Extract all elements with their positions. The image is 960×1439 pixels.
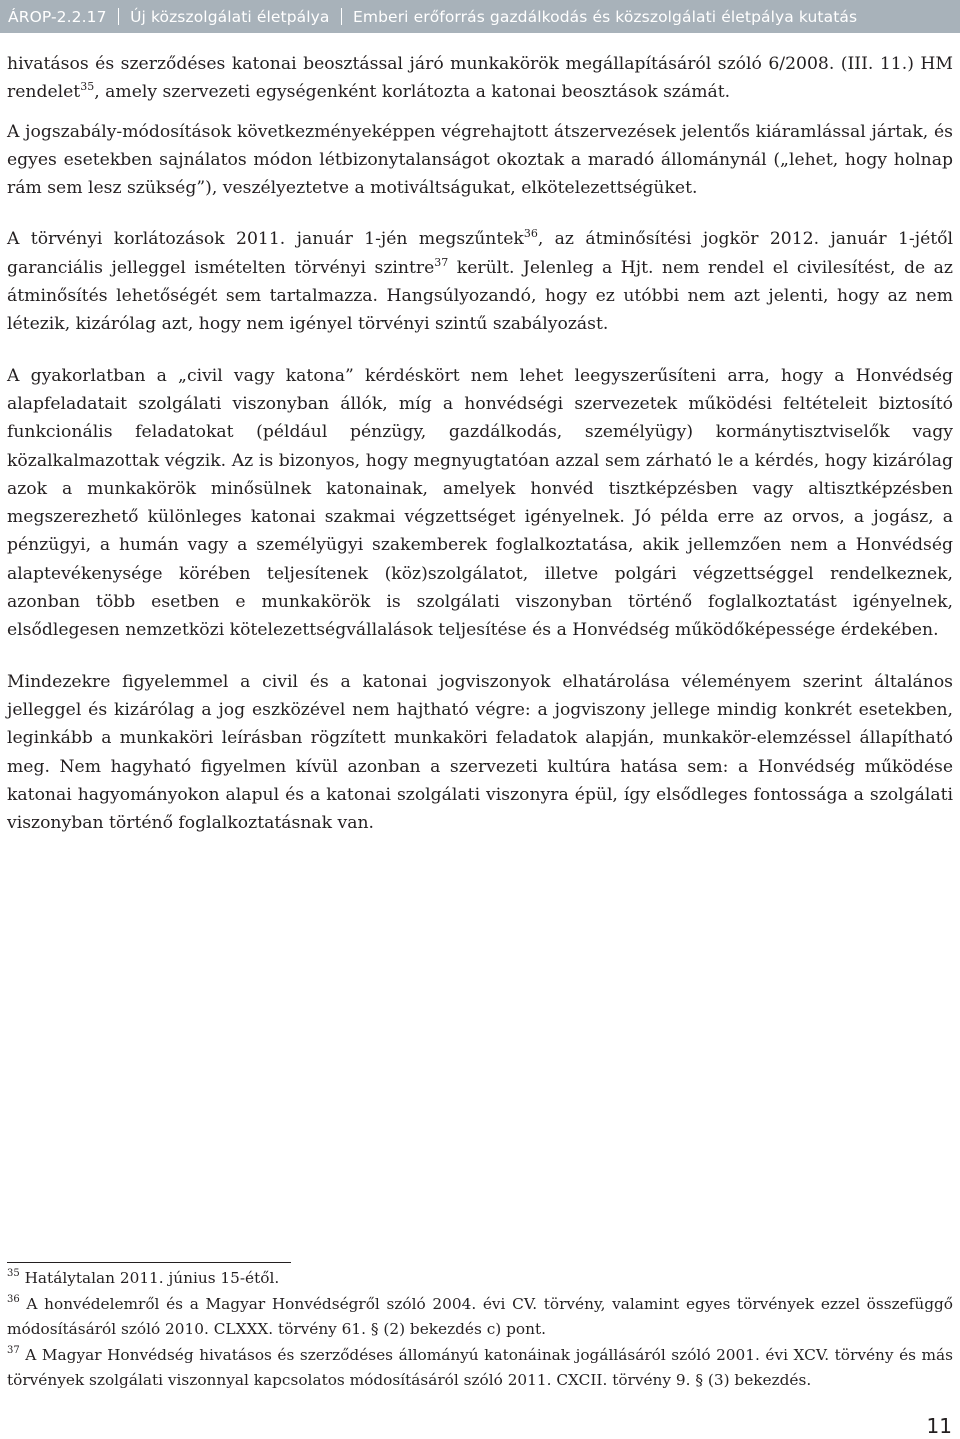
paragraph-civil-or-soldier: A gyakorlatban a „civil vagy katona” kérdéskört nem lehet leegyszerűsíteni arra, hogy a Honvédség alapfeladatait szolgálati viszonyban állók, míg a honvédségi szervezetek működési feltételeit biztosító funkcionális feladatokat (például pénzügy, gazdálkodás, személyügy) kormánytisztviselők vagy közalkalmazottak végzik. Az is bizonyos, hogy megnyugtatóan azzal sem zárható le a kérdés, hogy kizárólag azok a munkakörök minősülnek katonainak, amelyek honvéd tisztképzésben vagy altisztképzésben megszerezhető különleges katonai szakmai végzettséget igényelnek. Jó példa erre az orvos, a jogász, a pénzügyi, a humán vagy a személyügyi szakemberek foglalkoztatása, akik jellemzően nem a Honvédség alaptevékenysége körében teljesítenek (köz)szolgálatot, illetve polgári végzettséggel rendelkeznek, azonban több esetben e munkakörök is szolgálati viszonyban történő foglalkoztatást igényelnek, elsődlegesen nemzetközi kötelezettségvállalások teljesítése és a Honvédség működőképessége érdekében. [7, 365, 953, 641]
paragraph-reorganization: A jogszabály-módosítások következményeképpen végrehajtott átszervezések jelentős kiáramlással jártak, és egyes esetekben sajnálatos módon létbizonytalanságot okoztak a maradó állománynál („lehet, hogy holnap rám sem lesz szükség”), veszélyeztetve a motiváltságukat, elkötelezettségüket. [7, 121, 953, 199]
body-text [7, 50, 953, 860]
series-title: Új közszolgálati életpálya [130, 7, 330, 26]
footnote-ref-35: 35 [80, 80, 95, 94]
publication-title: Emberi erőforrás gazdálkodás és közszolgálati életpálya kutatás [353, 7, 858, 26]
header-separator [341, 8, 343, 25]
paragraph-legal-restrictions: A törvényi korlátozások 2011. január 1-jén megszűntek$^{36}$, az átminősítési jogkör 2012. január 1-jétől garanciális jelleggel ismételten törvényi szintre$^{37}$ került. Jelenleg a Hjt. nem rendel el civilesítést, de az átminősítés lehetőségét sem tartalmazza. Hangsúlyozandó, hogy ez utóbbi nem azt jelenti, hogy az nem létezik, kizárólag azt, hogy nem igényel törvényi szintű szabályozást. [7, 227, 953, 335]
footnote-36: $^{36}$ A honvédelemről és a Magyar Honvédségről szóló 2004. évi CV. törvény, valamint egyes törvények ezzel összefüggő módosításáról szóló 2010. CLXXX. törvény 61. § (2) bekezdés c) pont. [7, 1293, 953, 1338]
footnote-divider [7, 1262, 291, 1263]
paragraph-conclusion: Mindezekre figyelemmel a civil és a katonai jogviszonyok elhatárolása véleményem szerint általános jelleggel és kizárólag a jog eszközével nem hajtható végre: a jogviszony jellege mindig konkrét esetekben, leginkább a munkaköri leírásban rögzített munkaköri feladatok alapján, munkakör-elemzéssel állapítható meg. Nem hagyható figyelmen kívül azonban a szervezeti kultúra hatása sem: a Honvédség működése katonai hagyományokon alapul és a katonai szolgálati viszonyra épül, így elsődleges fontossága a szolgálati viszonyban történő foglalkoztatásnak van. [7, 671, 953, 834]
footnotes [7, 1266, 953, 1394]
footnote-ref-36: 36 [523, 227, 538, 241]
project-code: ÁROP-2.2.17 [8, 7, 107, 26]
footnote-35: $^{35}$ Hatálytalan 2011. június 15-étől. [7, 1268, 280, 1287]
running-header [0, 0, 960, 33]
paragraph-continuation: hivatásos és szerződéses katonai beosztással járó munkakörök megállapításáról szóló 6/2008. (III. 11.) HM rendelet$^{35}$, amely szervezeti egységenként korlátozta a katonai beosztások számát. [7, 54, 953, 103]
page-number: 11 [926, 1414, 952, 1438]
header-separator [118, 8, 120, 25]
footnote-ref-37: 37 [434, 255, 449, 269]
footnote-37: $^{37}$ A Magyar Honvédség hivatásos és szerződéses állományú katonáinak jogállásáról szóló 2001. évi XCV. törvény és más törvények szolgálati viszonnyal kapcsolatos módosításáról szóló 2011. CXCII. törvény 9. § (3) bekezdés. [7, 1344, 953, 1389]
